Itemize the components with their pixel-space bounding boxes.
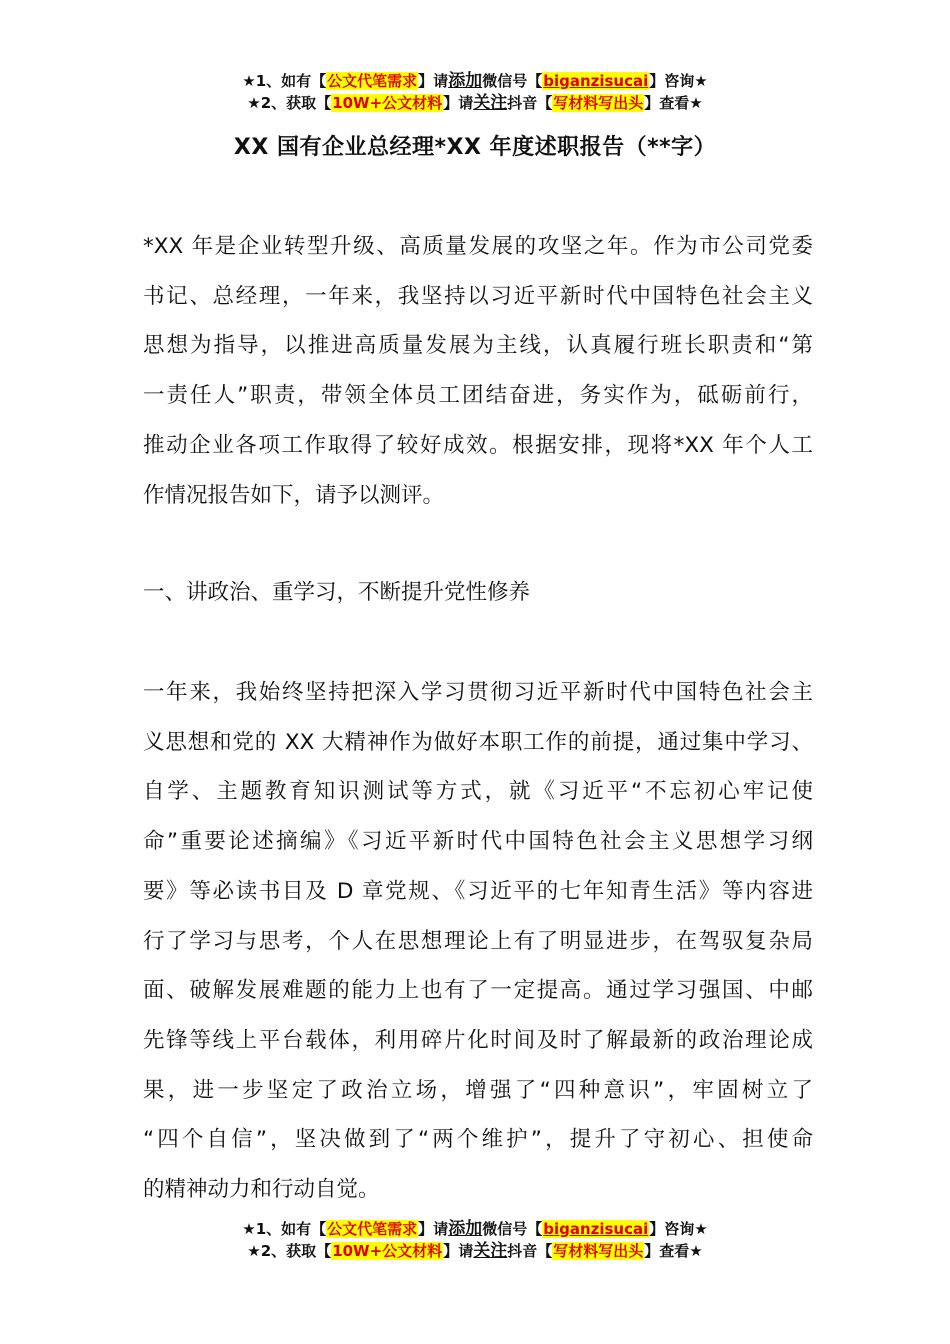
bottom-promo-banner xyxy=(0,1218,950,1262)
promo-text: 微信号【 xyxy=(482,72,543,90)
promo-text: 】查看★ xyxy=(644,94,703,112)
section-body-paragraph xyxy=(143,668,813,1215)
promo-text: 】咨询★ xyxy=(649,1220,708,1238)
paragraph-line: 思想为指导，以推进高质量发展为主线，认真履行班长职责和“第 xyxy=(143,333,813,359)
promo-text: 抖音【 xyxy=(507,1242,553,1260)
intro-paragraph xyxy=(143,222,813,520)
promo-text: 】请 xyxy=(418,1220,449,1238)
paragraph-line: 果，进一步坚定了政治立场，增强了“四种意识”，牢固树立了 xyxy=(143,1077,813,1103)
promo-text: 抖音【 xyxy=(507,94,553,112)
promo-emphasis: 关注 xyxy=(473,93,508,113)
paragraph-line: 要》等必读书目及 D 章党规、《习近平的七年知青生活》等内容进 xyxy=(143,878,813,904)
promo-line-1 xyxy=(0,70,950,92)
section-heading-text: 一、讲政治、重学习，不断提升党性修养 xyxy=(143,580,531,605)
promo-line-2 xyxy=(0,1240,950,1262)
paragraph-line: 行了学习与思考，个人在思想理论上有了明显进步，在驾驭复杂局 xyxy=(143,928,813,954)
promo-text: 微信号【 xyxy=(482,1220,543,1238)
promo-emphasis: 添加 xyxy=(448,71,483,91)
promo-text: ★1、如有【 xyxy=(242,72,327,90)
promo-text: 】请 xyxy=(443,1242,474,1260)
promo-text: 】咨询★ xyxy=(649,72,708,90)
paragraph-line: 义思想和党的 XX 大精神作为做好本职工作的前提，通过集中学习、 xyxy=(143,729,813,755)
paragraph-line: 推动企业各项工作取得了较好成效。根据安排，现将*XX 年个人工 xyxy=(143,432,813,458)
document-title: XX 国有企业总经理*XX 年度述职报告（**字） xyxy=(233,135,717,160)
paragraph-line: 先锋等线上平台载体，利用碎片化时间及时了解最新的政治理论成 xyxy=(143,1027,813,1053)
promo-text: ★1、如有【 xyxy=(242,1220,327,1238)
douyin-account-highlight: 写材料写出头 xyxy=(553,1242,644,1260)
promo-highlight: 10W+公文材料 xyxy=(332,94,443,112)
paragraph-line: 面、破解发展难题的能力上也有了一定提高。通过学习强国、中邮 xyxy=(143,978,813,1004)
douyin-account-highlight: 写材料写出头 xyxy=(553,94,644,112)
top-promo-banner xyxy=(0,70,950,114)
promo-emphasis: 添加 xyxy=(448,1219,483,1239)
promo-line-1 xyxy=(0,1218,950,1240)
paragraph-line: 命”重要论述摘编》《习近平新时代中国特色社会主义思想学习纲 xyxy=(143,829,813,855)
wechat-id-link[interactable]: biganzisucai xyxy=(543,72,649,90)
paragraph-line: 的精神动力和行动自觉。 xyxy=(143,1177,380,1203)
promo-text: 】查看★ xyxy=(644,1242,703,1260)
promo-text: 】请 xyxy=(443,94,474,112)
promo-highlight: 公文代笔需求 xyxy=(327,1220,418,1238)
paragraph-line: “四个自信”，坚决做到了“两个维护”，提升了守初心、担使命 xyxy=(143,1127,813,1153)
paragraph-line: 一年来，我始终坚持把深入学习贯彻习近平新时代中国特色社会主 xyxy=(143,680,813,705)
promo-highlight: 公文代笔需求 xyxy=(327,72,418,90)
paragraph-line: 一责任人”职责，带领全体员工团结奋进，务实作为，砥砺前行， xyxy=(143,383,813,409)
section-heading xyxy=(143,568,813,618)
promo-text: ★2、获取【 xyxy=(247,1242,332,1260)
promo-text: 】请 xyxy=(418,72,449,90)
promo-text: ★2、获取【 xyxy=(247,94,332,112)
paragraph-line: 书记、总经理，一年来，我坚持以习近平新时代中国特色社会主义 xyxy=(143,283,813,309)
promo-emphasis: 关注 xyxy=(473,1241,508,1261)
promo-highlight: 10W+公文材料 xyxy=(332,1242,443,1260)
paragraph-line: 自学、主题教育知识测试等方式，就《习近平“不忘初心牢记使 xyxy=(143,779,813,805)
promo-line-2 xyxy=(0,92,950,114)
paragraph-line: 作情况报告如下，请予以测评。 xyxy=(143,482,445,508)
paragraph-line: *XX 年是企业转型升级、高质量发展的攻坚之年。作为市公司党委 xyxy=(143,234,813,259)
wechat-id-link[interactable]: biganzisucai xyxy=(543,1220,649,1238)
